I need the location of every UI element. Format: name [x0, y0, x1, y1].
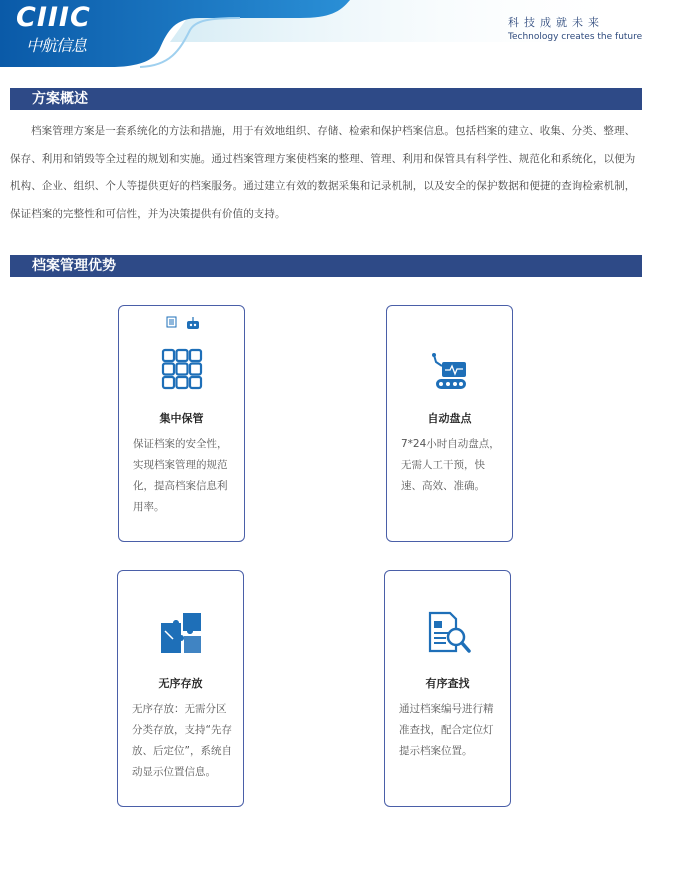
- document-search-icon: [385, 609, 510, 657]
- card-description: 通过档案编号进行精准查找，配合定位灯提示档案位置。: [399, 703, 494, 757]
- document-list-icon: [166, 316, 178, 328]
- card-title: 集中保管: [159, 412, 204, 425]
- page-header: [0, 0, 673, 70]
- advantage-card-centralized: [118, 305, 245, 542]
- advantage-card-auto-inventory: [386, 305, 513, 542]
- mini-icons: [166, 316, 200, 330]
- advantage-card-ordered-search: [384, 570, 511, 807]
- slogan-chinese: 科技成就未来: [508, 16, 604, 29]
- grid-icon: [119, 348, 244, 390]
- card-title: 有序查找: [425, 677, 470, 690]
- logo-wordmark: CIIIC: [16, 2, 91, 33]
- robot-inventory-icon: [387, 352, 512, 392]
- section-title-advantages: 档案管理优势: [10, 255, 642, 277]
- logo-chinese: 中航信息: [26, 36, 87, 55]
- card-description: 7*24小时自动盘点，无需人工干预，快速、高效、准确。: [401, 438, 500, 492]
- card-title: 自动盘点: [427, 412, 472, 425]
- robot-icon: [186, 316, 200, 330]
- puzzle-icon: [118, 609, 243, 657]
- card-description: 无序存放：无需分区分类存放，支持“先存放、后定位”，系统自动显示位置信息。: [132, 703, 232, 778]
- card-description: 保证档案的安全性，实现档案管理的规范化，提高档案信息利用率。: [133, 438, 228, 513]
- slogan-english: Technology creates the future: [508, 32, 643, 42]
- overview-paragraph: 档案管理方案是一套系统化的方法和措施，用于有效地组织、存储、检索和保护档案信息。包括档案的建立、收集、分类、整理、保存、利用和销毁等全过程的规划和实施。通过档案管理方案使档案的整理、管理、利用和保管具有科学性、规范化和系统化，以便为机构、企业、组织、个人等提供更好的档案服务。通过建立有效的数据采集和记录机制，以及安全的保护数据和便捷的查询检索机制，保证档案的完整性和可信性，并为决策提供有价值的支持。: [10, 125, 636, 220]
- advantage-card-unordered-storage: [117, 570, 244, 807]
- card-title: 无序存放: [158, 677, 203, 690]
- section-title-overview: 方案概述: [10, 88, 642, 110]
